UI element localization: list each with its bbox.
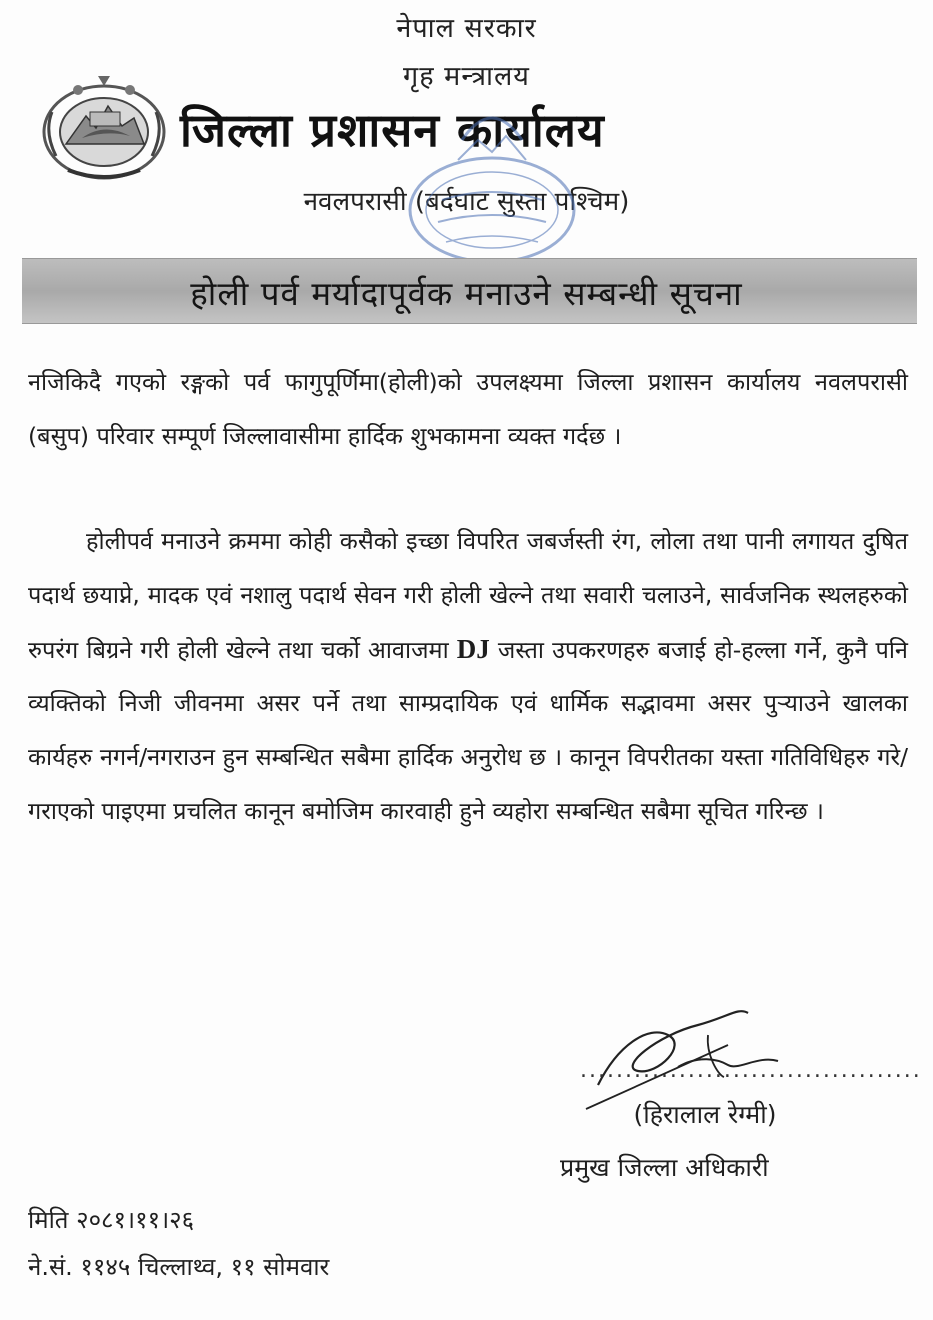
paragraph-2-text-b: जस्ता उपकरणहरु बजाई हो-हल्ला गर्ने, कुनै पनि व्यक्तिको निजी जीवनमा असर पर्ने तथा साम्प्रदायिक एवं धार्मिक सद्भावमा असर पुऱ्याउने खालका कार्यहरु नगर्न/नगराउन हुन सम्बन्धित सबैमा हार्दिक अनुरोध छ । कानून विपरीतका यस्ता गतिविधिहरु गरे/गराएको पाइएमा प्रचलित कानून बमोजिम कारवाही हुने व्यहोरा सम्बन्धित सबैमा सूचित गरिन्छ । [28, 635, 908, 825]
date-bikram-sambat: मिति २०८१।११।२६ [28, 1206, 195, 1234]
office-title: जिल्ला प्रशासन कार्यालय [180, 103, 605, 157]
official-stamp-icon [402, 100, 582, 270]
body-paragraph-2 [28, 515, 908, 839]
date-nepal-sambat: ने.सं. ११४५ चिल्लाथ्व, ११ सोमवार [28, 1253, 330, 1281]
signatory-name: (हिरालाल रेग्मी) [633, 1100, 777, 1129]
signature-line: ...................................... [580, 1058, 922, 1083]
paragraph-2-text-a: होलीपर्व मनाउने क्रममा कोही कसैको इच्छा विपरित जबर्जस्ती रंग, लोला तथा पानी लगायत दुषित पदार्थ छयाप्ने, मादक एवं नशालु पदार्थ सेवन गरी होली खेल्ने तथा सवारी चलाउने, सार्वजनिक स्थलहरुको रुपरंग बिग्रने गरी होली खेल्ने तथा चर्को आवाजमा [28, 527, 908, 664]
body-paragraph-1: नजिकिदै गएको रङ्गको पर्व फागुपूर्णिमा(होली)को उपलक्ष्यमा जिल्ला प्रशासन कार्यालय नवलपरासी (बसुप) परिवार सम्पूर्ण जिल्लावासीमा हार्दिक शुभकामना व्यक्त गर्दछ । [28, 368, 908, 450]
dj-text: DJ [456, 633, 490, 664]
government-heading: नेपाल सरकार [396, 13, 537, 44]
ministry-heading: गृह मन्त्रालय [403, 61, 530, 92]
district-subtitle: नवलपरासी (बर्दघाट सुस्ता पश्चिम) [303, 187, 630, 217]
nepal-emblem-icon [38, 72, 170, 184]
notice-title: होली पर्व मर्यादापूर्वक मनाउने सम्बन्धी सूचना [190, 274, 743, 313]
signatory-designation: प्रमुख जिल्ला अधिकारी [560, 1153, 769, 1182]
